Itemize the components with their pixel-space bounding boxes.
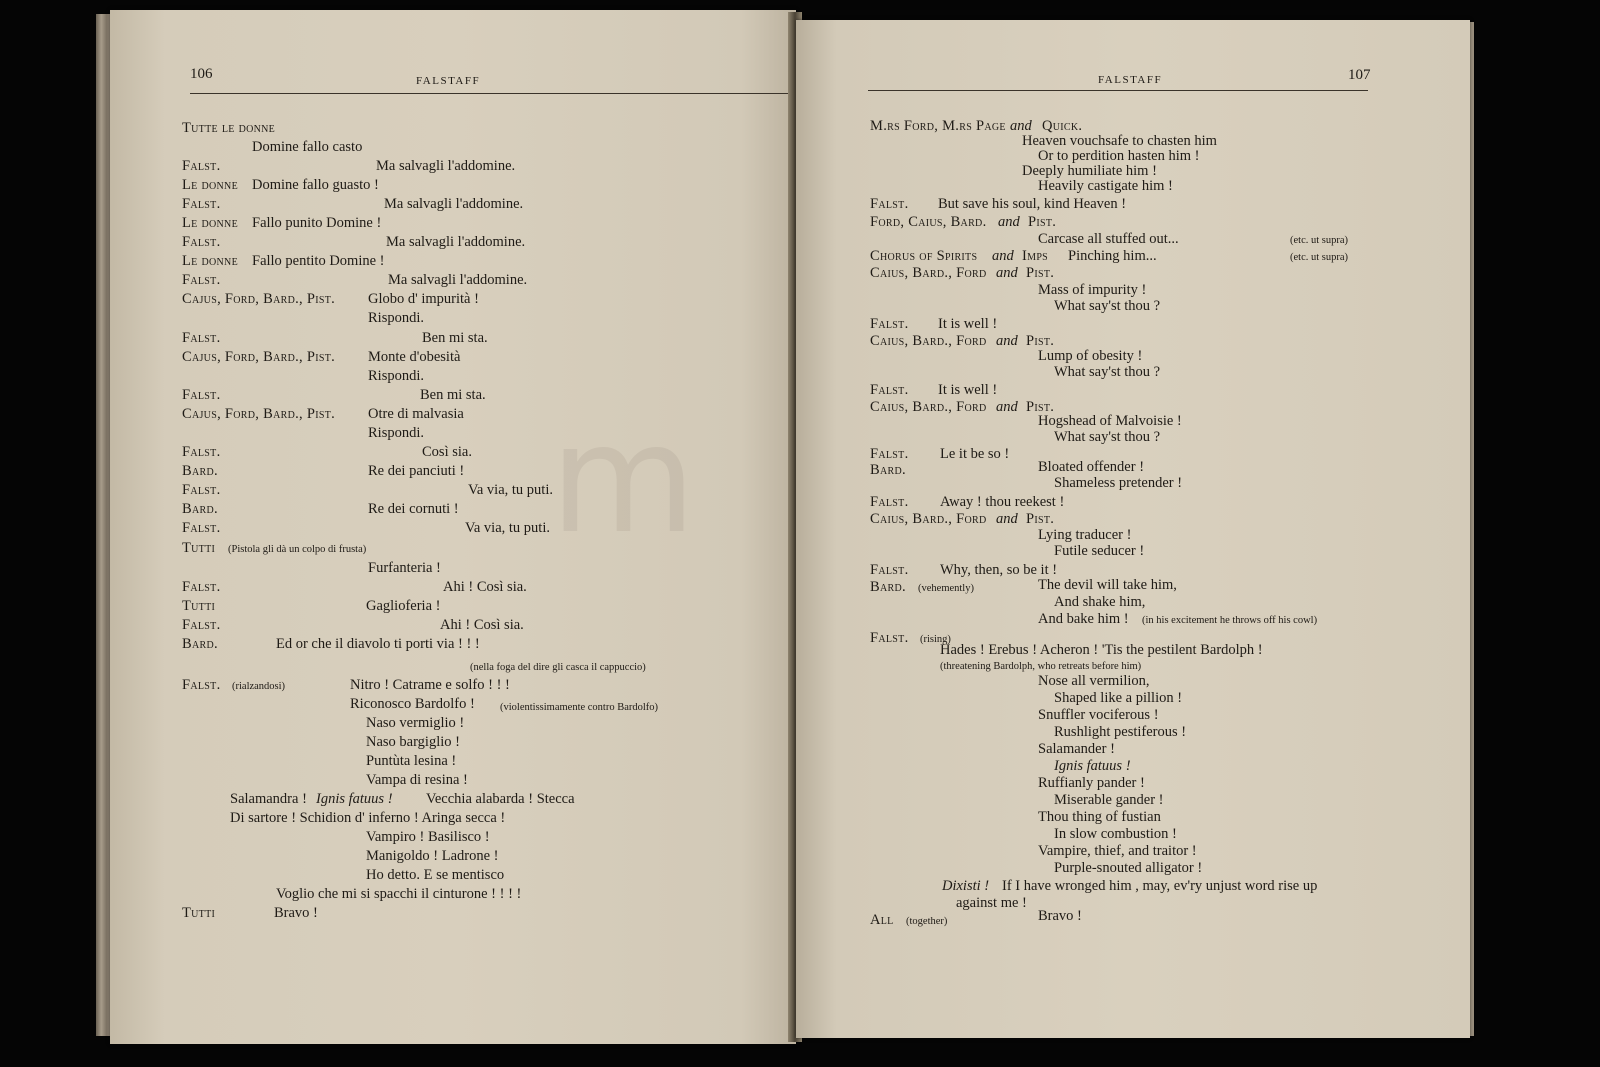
verse-line: Otre di malvasia — [368, 406, 464, 422]
verse-line: Hogshead of Malvoisie ! — [1038, 413, 1182, 429]
right-page — [796, 20, 1470, 1038]
speaker: Falst. — [870, 196, 909, 212]
speaker: Bard. — [182, 463, 218, 479]
verse-line: Rispondi. — [368, 368, 424, 384]
speaker: Tutti — [182, 598, 216, 614]
speaker: Falst. — [870, 446, 909, 462]
speaker: Cajus, Ford, Bard., Pist. — [182, 406, 336, 422]
verse-line: Domine fallo casto — [252, 139, 363, 155]
verse-line: Va via, tu puti. — [465, 520, 550, 536]
left-page — [110, 10, 796, 1044]
speaker: Falst. — [182, 677, 221, 693]
speaker: M.rs Ford, M.rs Page — [870, 118, 1006, 134]
speaker: Le donne — [182, 177, 238, 193]
verse-line: Heaven vouchsafe to chasten him — [1022, 133, 1217, 149]
verse-line: Monte d'obesità — [368, 349, 461, 365]
verse-line: Voglio che mi si spacchi il cinturone ! ! ! ! — [276, 886, 522, 902]
speaker: Falst. — [182, 234, 221, 250]
running-title: FALSTAFF — [1098, 74, 1163, 86]
verse-line: Re dei cornuti ! — [368, 501, 459, 517]
conjunction: and — [996, 511, 1018, 527]
verse-line: Vampiro ! Basilisco ! — [366, 829, 490, 845]
verse-line: against me ! — [956, 895, 1027, 911]
verse-line: Ruffianly pander ! — [1038, 775, 1145, 791]
header-rule — [190, 93, 794, 94]
stage-direction: (violentissimamente contro Bardolfo) — [500, 702, 659, 713]
verse-line: Riconosco Bardolfo ! — [350, 696, 475, 712]
verse-line: Ahi ! Così sia. — [440, 617, 524, 633]
speaker: Cajus, Ford, Bard., Pist. — [182, 291, 336, 307]
speaker: Quick. — [1042, 118, 1083, 134]
verse-line: Puntùta lesina ! — [366, 753, 457, 769]
verse-line: Lying traducer ! — [1038, 527, 1132, 543]
verse-line: Salamander ! — [1038, 741, 1115, 757]
speaker: Falst. — [182, 520, 221, 536]
verse-line: Fallo pentito Domine ! — [252, 253, 385, 269]
speaker: Pist. — [1028, 214, 1057, 230]
verse-line: Lump of obesity ! — [1038, 348, 1143, 364]
verse-line: Purple-snouted alligator ! — [1054, 860, 1203, 876]
verse-line: Ed or che il diavolo ti porti via ! ! ! — [276, 636, 480, 652]
speaker: Tutti — [182, 905, 216, 921]
verse-line-italic: Dixisti ! — [942, 878, 990, 894]
verse-line: Nitro ! Catrame e solfo ! ! ! — [350, 677, 510, 693]
speaker: Ford, Caius, Bard. — [870, 214, 987, 230]
verse-line: Mass of impurity ! — [1038, 282, 1147, 298]
verse-line: Bloated offender ! — [1038, 459, 1145, 475]
speaker: Bard. — [870, 579, 906, 595]
verse-line: Shameless pretender ! — [1054, 475, 1183, 491]
verse-line: Futile seducer ! — [1054, 543, 1145, 559]
verse-line: Fallo punito Domine ! — [252, 215, 382, 231]
verse-line: Rispondi. — [368, 310, 424, 326]
verse-line-italic: Ignis fatuus ! — [316, 791, 393, 807]
speaker: Pist. — [1026, 399, 1055, 415]
verse-line: Naso bargiglio ! — [366, 734, 460, 750]
speaker: Caius, Bard., Ford — [870, 511, 987, 527]
verse-line: Di sartore ! Schidion d' inferno ! Aringa secca ! — [230, 810, 506, 826]
speaker: Falst. — [182, 158, 221, 174]
speaker: Imps — [1022, 248, 1049, 264]
verse-line: The devil will take him, — [1038, 577, 1177, 593]
speaker: Bard. — [182, 501, 218, 517]
speaker: Falst. — [870, 562, 909, 578]
verse-line: Così sia. — [422, 444, 472, 460]
speaker: Falst. — [182, 330, 221, 346]
conjunction: and — [996, 399, 1018, 415]
speaker: Bard. — [182, 636, 218, 652]
verse-line: Domine fallo guasto ! — [252, 177, 379, 193]
verse-line: Le it be so ! — [940, 446, 1010, 462]
verse-line: Hades ! Erebus ! Acheron ! 'Tis the pestilent Bardolph ! — [940, 642, 1263, 658]
verse-line: If I have wronged him , may, ev'ry unjust word rise up — [1002, 878, 1318, 894]
speaker: Le donne — [182, 253, 238, 269]
verse-line: But save his soul, kind Heaven ! — [938, 196, 1127, 212]
stage-direction: (vehemently) — [918, 583, 974, 594]
verse-line: Ben mi sta. — [422, 330, 488, 346]
speaker: Falst. — [870, 494, 909, 510]
verse-line: In slow combustion ! — [1054, 826, 1177, 842]
verse-line: Furfanteria ! — [368, 560, 441, 576]
header-rule — [868, 90, 1368, 91]
verse-line: It is well ! — [938, 382, 998, 398]
verse-line: What say'st thou ? — [1054, 429, 1161, 445]
verse-line: Bravo ! — [1038, 908, 1082, 924]
verse-line: Ben mi sta. — [420, 387, 486, 403]
verse-line: Shaped like a pillion ! — [1054, 690, 1183, 706]
stage-direction: (rising) — [920, 634, 951, 645]
verse-line: Or to perdition hasten him ! — [1038, 148, 1200, 164]
speaker: Falst. — [870, 382, 909, 398]
stage-direction: (in his excitement he throws off his cowl) — [1142, 615, 1318, 626]
verse-line: Vecchia alabarda ! Stecca — [426, 791, 575, 807]
conjunction: and — [996, 265, 1018, 281]
speaker: Pist. — [1026, 333, 1055, 349]
verse-line: Salamandra ! — [230, 791, 307, 807]
stage-direction: (together) — [906, 916, 948, 927]
speaker: Pist. — [1026, 511, 1055, 527]
conjunction: and — [996, 333, 1018, 349]
speaker: Falst. — [182, 272, 221, 288]
verse-line: Ho detto. E se mentisco — [366, 867, 505, 883]
verse-line: And bake him ! — [1038, 611, 1129, 627]
stage-direction: (etc. ut supra) — [1290, 235, 1349, 246]
speaker: Bard. — [870, 462, 906, 478]
verse-line: What say'st thou ? — [1054, 364, 1161, 380]
speaker: Falst. — [182, 579, 221, 595]
verse-line: Thou thing of fustian — [1038, 809, 1161, 825]
verse-line: And shake him, — [1054, 594, 1146, 610]
running-title: FALSTAFF — [416, 75, 481, 87]
speaker: Falst. — [182, 196, 221, 212]
verse-line: Pinching him... — [1068, 248, 1157, 264]
verse-line: Carcase all stuffed out... — [1038, 231, 1179, 247]
stage-direction: (threatening Bardolph, who retreats before him) — [940, 661, 1142, 672]
verse-line: Bravo ! — [274, 905, 318, 921]
verse-line: Deeply humiliate him ! — [1022, 163, 1157, 179]
verse-line: Ma salvagli l'addomine. — [388, 272, 528, 288]
stage-direction: (rialzandosi) — [232, 681, 286, 692]
speaker: Tutte le donne — [182, 120, 276, 136]
speaker: All — [870, 912, 894, 928]
speaker: Pist. — [1026, 265, 1055, 281]
speaker: Caius, Bard., Ford — [870, 333, 987, 349]
page-number: 107 — [1348, 67, 1371, 83]
conjunction: and — [992, 248, 1014, 264]
verse-line: What say'st thou ? — [1054, 298, 1161, 314]
speaker: Chorus of Spirits — [870, 248, 978, 264]
watermark-logo: m — [550, 393, 697, 567]
verse-line: Va via, tu puti. — [468, 482, 553, 498]
verse-line: Gaglioferia ! — [366, 598, 441, 614]
speaker: Cajus, Ford, Bard., Pist. — [182, 349, 336, 365]
verse-line: Ma salvagli l'addomine. — [384, 196, 524, 212]
verse-line: Naso vermiglio ! — [366, 715, 465, 731]
speaker: Caius, Bard., Ford — [870, 399, 987, 415]
verse-line: Why, then, so be it ! — [940, 562, 1058, 578]
verse-line: Ma salvagli l'addomine. — [386, 234, 526, 250]
verse-line: Snuffler vociferous ! — [1038, 707, 1159, 723]
verse-line: Manigoldo ! Ladrone ! — [366, 848, 499, 864]
verse-line: Heavily castigate him ! — [1038, 178, 1173, 194]
verse-line: Rushlight pestiferous ! — [1054, 724, 1187, 740]
speaker: Falst. — [870, 630, 909, 646]
conjunction: and — [1010, 118, 1032, 134]
verse-line: Vampire, thief, and traitor ! — [1038, 843, 1197, 859]
verse-line: Miserable gander ! — [1054, 792, 1164, 808]
speaker: Falst. — [182, 617, 221, 633]
verse-line-italic: Ignis fatuus ! — [1054, 758, 1131, 774]
conjunction: and — [998, 214, 1020, 230]
stage-direction: (nella foga del dire gli casca il cappuccio) — [470, 662, 646, 673]
speaker: Falst. — [870, 316, 909, 332]
speaker: Le donne — [182, 215, 238, 231]
verse-line: Ma salvagli l'addomine. — [376, 158, 516, 174]
speaker: Falst. — [182, 482, 221, 498]
stage-direction: (Pistola gli dà un colpo di frusta) — [228, 544, 367, 555]
speaker: Tutti — [182, 540, 216, 556]
speaker: Falst. — [182, 444, 221, 460]
verse-line: Ahi ! Così sia. — [443, 579, 527, 595]
speaker: Falst. — [182, 387, 221, 403]
verse-line: Globo d' impurità ! — [368, 291, 479, 307]
stage-direction: (etc. ut supra) — [1290, 252, 1349, 263]
verse-line: Rispondi. — [368, 425, 424, 441]
verse-line: It is well ! — [938, 316, 998, 332]
verse-line: Vampa di resina ! — [366, 772, 468, 788]
verse-line: Nose all vermilion, — [1038, 673, 1150, 689]
speaker: Caius, Bard., Ford — [870, 265, 987, 281]
verse-line: Re dei panciuti ! — [368, 463, 465, 479]
verse-line: Away ! thou reekest ! — [940, 494, 1065, 510]
page-number: 106 — [190, 66, 213, 82]
